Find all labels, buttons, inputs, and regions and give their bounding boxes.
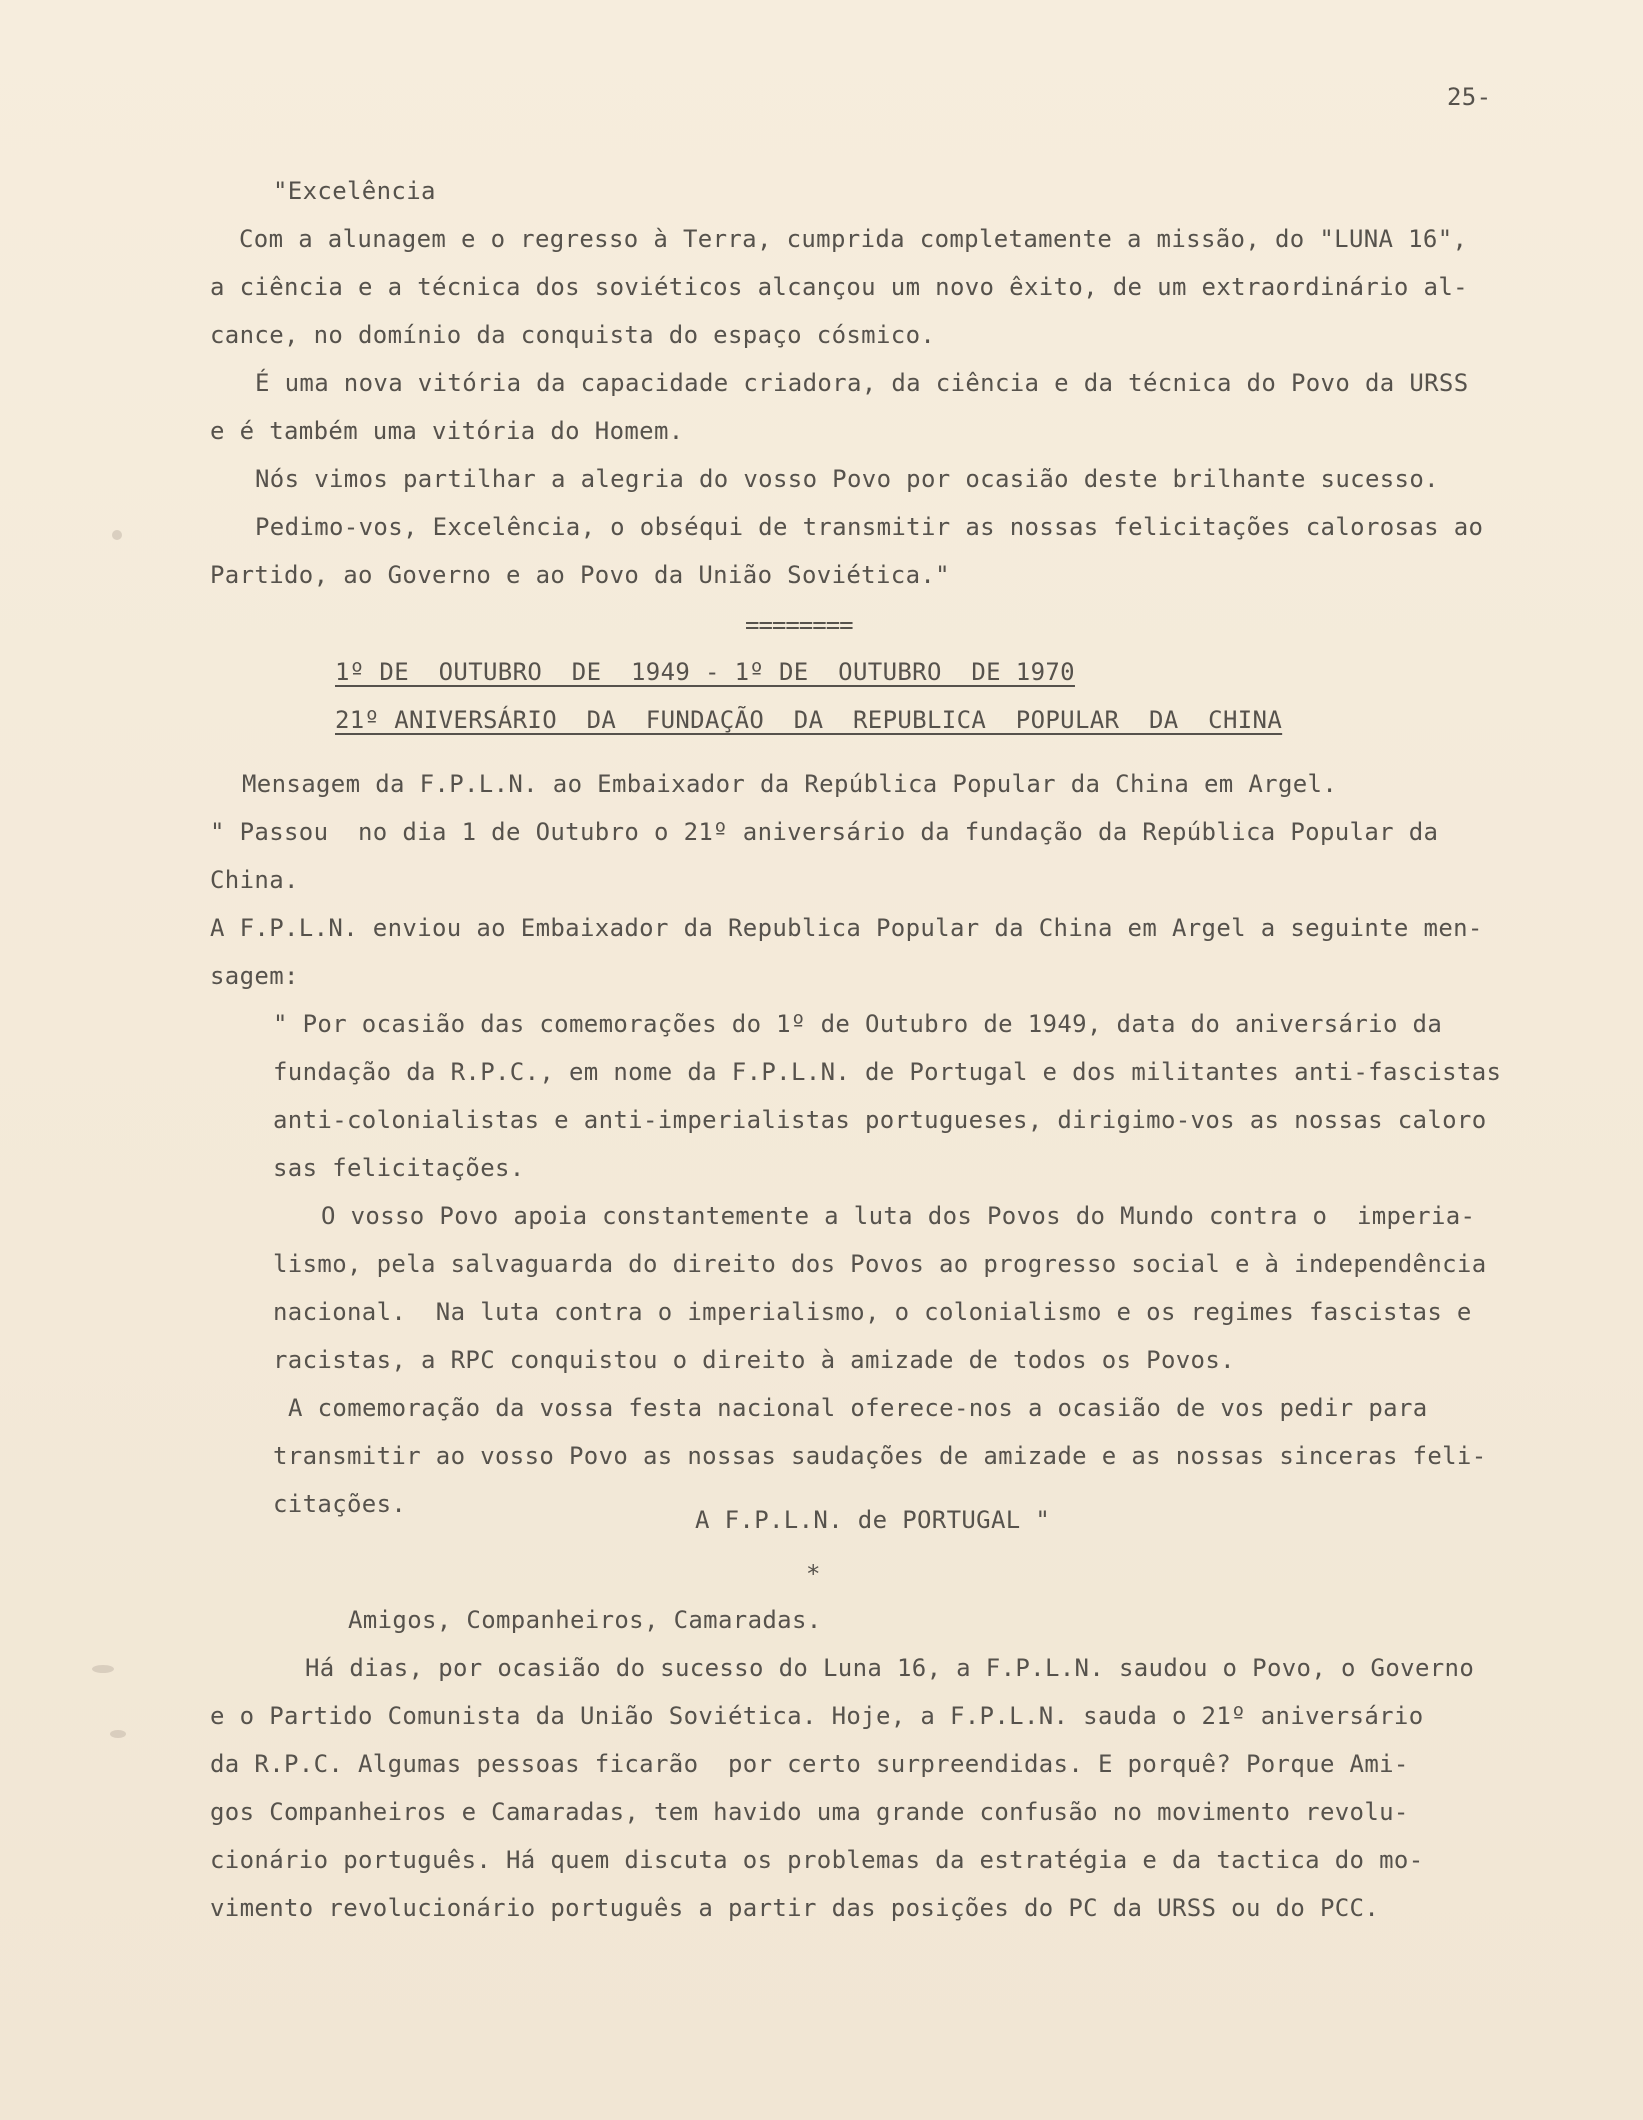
text-line: " Passou no dia 1 de Outubro o 21º aniversário da fundação da República Popular da xyxy=(210,818,1439,846)
paper-spot xyxy=(112,530,122,540)
message-line: lismo, pela salvaguarda do direito dos Povos ao progresso social e à independência xyxy=(273,1250,1487,1278)
greeting-line: "Excelência xyxy=(273,177,436,205)
text-line: Pedimo-vos, Excelência, o obséqui de transmitir as nossas felicitações calorosas ao xyxy=(255,513,1484,541)
text-line: gos Companheiros e Camaradas, tem havido uma grande confusão no movimento revolu- xyxy=(210,1798,1409,1826)
message-line: transmitir ao vosso Povo as nossas saudações de amizade e as nossas sinceras feli- xyxy=(273,1442,1487,1470)
heading-title: 21º ANIVERSÁRIO DA FUNDAÇÃO DA REPUBLICA POPULAR DA CHINA xyxy=(335,706,1283,734)
message-line: nacional. Na luta contra o imperialismo, o colonialismo e os regimes fascistas e xyxy=(273,1298,1472,1326)
text-line: Mensagem da F.P.L.N. ao Embaixador da República Popular da China em Argel. xyxy=(242,770,1338,798)
text-line: Há dias, por ocasião do sucesso do Luna 16, a F.P.L.N. saudou o Povo, o Governo xyxy=(305,1654,1475,1682)
text-line: sagem: xyxy=(210,962,299,990)
text-line: China. xyxy=(210,866,299,894)
message-line: A comemoração da vossa festa nacional oferece-nos a ocasião de vos pedir para xyxy=(288,1394,1428,1422)
message-line: citações. xyxy=(273,1490,407,1518)
message-line: sas felicitações. xyxy=(273,1154,525,1182)
text-line: Nós vimos partilhar a alegria do vosso Povo por ocasião deste brilhante sucesso. xyxy=(255,465,1439,493)
separator: ======== xyxy=(745,611,853,639)
text-line: É uma nova vitória da capacidade criadora, da ciência e da técnica do Povo da URSS xyxy=(255,369,1469,397)
text-line: Partido, ao Governo e ao Povo da União Soviética." xyxy=(210,561,950,589)
heading-dates: 1º DE OUTUBRO DE 1949 - 1º DE OUTUBRO DE 1970 xyxy=(335,658,1075,686)
paper-spot xyxy=(110,1730,126,1738)
signature: A F.P.L.N. de PORTUGAL " xyxy=(695,1506,1051,1534)
message-line: racistas, a RPC conquistou o direito à amizade de todos os Povos. xyxy=(273,1346,1235,1374)
asterisk-divider: * xyxy=(806,1560,821,1588)
text-line: Com a alunagem e o regresso à Terra, cumprida completamente a missão, do "LUNA 16", xyxy=(239,225,1468,253)
text-line: vimento revolucionário português a partir das posições do PC da URSS ou do PCC. xyxy=(210,1894,1380,1922)
text-line: cionário português. Há quem discuta os problemas da estratégia e da tactica do mo- xyxy=(210,1846,1424,1874)
page-number: 25- xyxy=(1447,83,1492,111)
text-line: cance, no domínio da conquista do espaço cósmico. xyxy=(210,321,936,349)
text-line: e é também uma vitória do Homem. xyxy=(210,417,684,445)
message-line: fundação da R.P.C., em nome da F.P.L.N. de Portugal e dos militantes anti-fascistas xyxy=(273,1058,1502,1086)
text-line: A F.P.L.N. enviou ao Embaixador da Republica Popular da China em Argel a seguinte men- xyxy=(210,914,1483,942)
message-line: O vosso Povo apoia constantemente a luta dos Povos do Mundo contra o imperia- xyxy=(321,1202,1476,1230)
text-line: e o Partido Comunista da União Soviética. Hoje, a F.P.L.N. sauda o 21º aniversário xyxy=(210,1702,1424,1730)
text-line: a ciência e a técnica dos soviéticos alcançou um novo êxito, de um extraordinário al- xyxy=(210,273,1468,301)
message-line: " Por ocasião das comemorações do 1º de Outubro de 1949, data do aniversário da xyxy=(273,1010,1443,1038)
text-line: da R.P.C. Algumas pessoas ficarão por certo surpreendidas. E porquê? Porque Ami- xyxy=(210,1750,1409,1778)
paper-spot xyxy=(92,1665,114,1673)
message-line: anti-colonialistas e anti-imperialistas portugueses, dirigimo-vos as nossas caloro xyxy=(273,1106,1487,1134)
salutation: Amigos, Companheiros, Camaradas. xyxy=(348,1606,822,1634)
